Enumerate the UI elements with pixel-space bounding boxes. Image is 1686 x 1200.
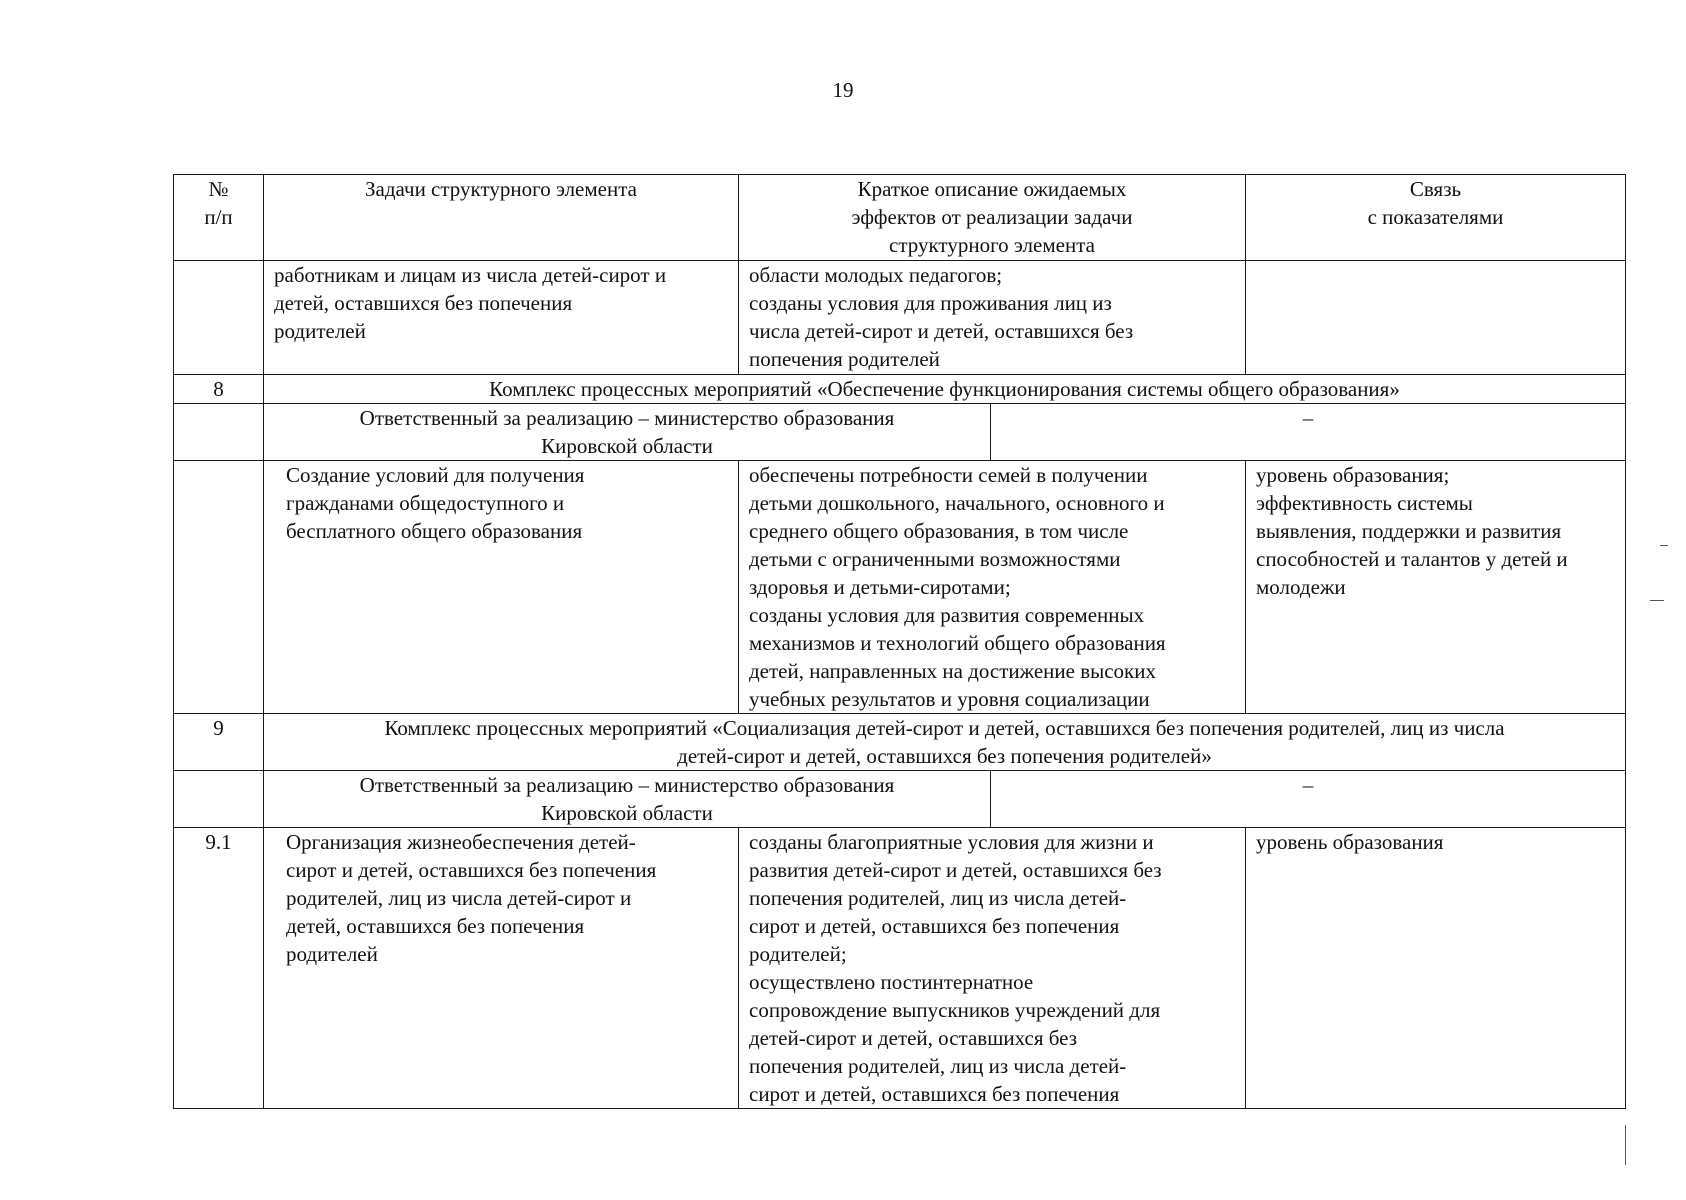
cell-num-empty	[174, 461, 264, 714]
section-9-responsible-dash: –	[991, 771, 1626, 828]
cell-effect: области молодых педагогов; созданы условия для проживания лиц из числа детей-сирот и детей, оставшихся без попечения родителей	[739, 261, 1246, 375]
section-8-row	[174, 375, 1626, 404]
scan-speck	[1650, 600, 1664, 601]
section-9-responsible-row	[174, 771, 1626, 828]
scan-speck	[1625, 1125, 1626, 1165]
header-tasks: Задачи структурного элемента	[264, 175, 739, 261]
table-row-continued	[174, 261, 1626, 375]
page-number: 19	[832, 78, 854, 102]
cell-num-empty	[174, 404, 264, 461]
header-effects: Краткое описание ожидаемых эффектов от реализации задачи структурного элемента	[739, 175, 1246, 261]
cell-link	[1246, 261, 1626, 375]
cell-task: работникам и лицам из числа детей-сирот и детей, оставшихся без попечения родителей	[264, 261, 739, 375]
scan-speck	[1660, 545, 1668, 546]
header-link: Связь с показателями	[1246, 175, 1626, 261]
cell-effect: обеспечены потребности семей в получении детьми дошкольного, начального, основного и среднего общего образования, в том числе детьми с ограниченными возможностями здоровья и детьми-сиротами; созданы условия для развития современных механизмов и технологий общего образования детей, направленных на достижение высоких учебных результатов и уровня социализации	[739, 461, 1246, 714]
section-8-responsible-dash: –	[991, 404, 1626, 461]
section-9-row	[174, 714, 1626, 771]
section-8-responsible: Ответственный за реализацию – министерство образования Кировской области	[264, 404, 991, 461]
cell-link: уровень образования	[1246, 828, 1626, 1109]
row-9-1	[174, 828, 1626, 1109]
section-9-num: 9	[174, 714, 264, 771]
cell-task: Организация жизнеобеспечения детей- сирот и детей, оставшихся без попечения родителей, лиц из числа детей-сирот и детей, оставшихся без попечения родителей	[264, 828, 739, 1109]
cell-effect: созданы благоприятные условия для жизни и развития детей-сирот и детей, оставшихся без попечения родителей, лиц из числа детей- сирот и детей, оставшихся без попечения родителей; осуществлено постинтернатное сопровождение выпускников учреждений для детей-сирот и детей, оставшихся без попечения родителей, лиц из числа детей- сирот и детей, оставшихся без попечения	[739, 828, 1246, 1109]
section-9-responsible: Ответственный за реализацию – министерство образования Кировской области	[264, 771, 991, 828]
plan-table	[173, 174, 1626, 1109]
section-8-num: 8	[174, 375, 264, 404]
section-8-responsible-row	[174, 404, 1626, 461]
table-header-row	[174, 175, 1626, 261]
section-8-task-row	[174, 461, 1626, 714]
cell-link: уровень образования; эффективность системы выявления, поддержки и развития способностей и талантов у детей и молодежи	[1246, 461, 1626, 714]
cell-num-empty	[174, 771, 264, 828]
row-9-1-num: 9.1	[174, 828, 264, 1109]
cell-task: Создание условий для получения гражданами общедоступного и бесплатного общего образования	[264, 461, 739, 714]
section-8-title: Комплекс процессных мероприятий «Обеспечение функционирования системы общего образования»	[264, 375, 1626, 404]
section-9-title: Комплекс процессных мероприятий «Социализация детей-сирот и детей, оставшихся без попечения родителей, лиц из числа детей-сирот и детей, оставшихся без попечения родителей»	[264, 714, 1626, 771]
cell-num-empty	[174, 261, 264, 375]
header-num: № п/п	[174, 175, 264, 261]
